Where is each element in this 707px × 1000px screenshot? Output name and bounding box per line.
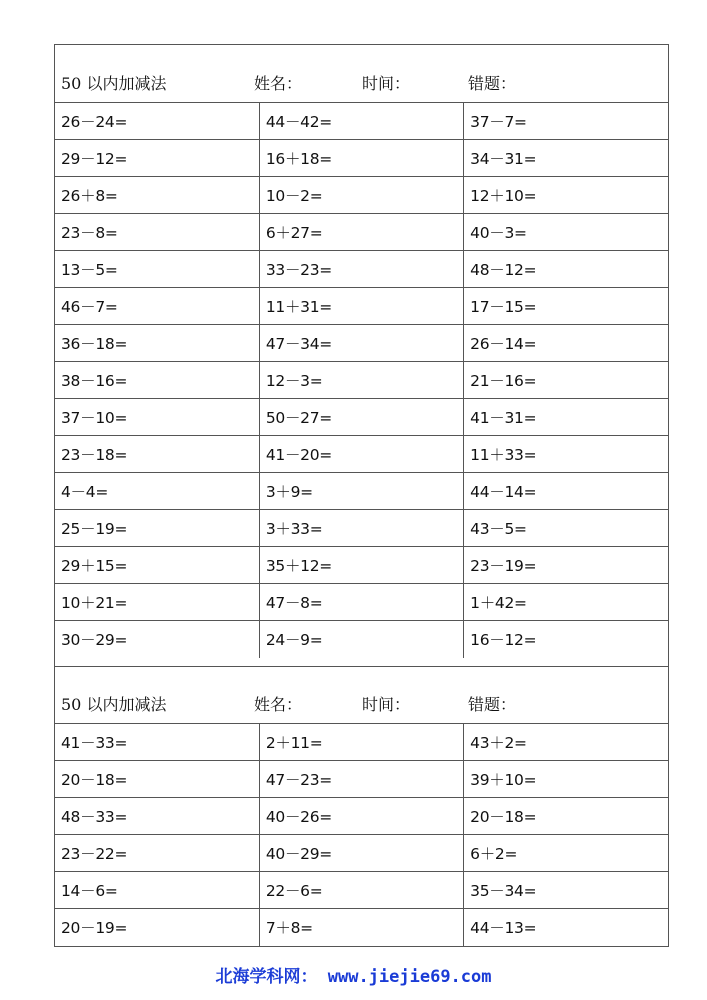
problem-cell: 21－16= (464, 362, 668, 399)
worksheet (54, 44, 669, 947)
time-label: 时间： (362, 695, 411, 714)
problem-cell: 4－4= (55, 473, 259, 510)
problem-cell: 16＋18= (259, 140, 463, 177)
problem-cell: 22－6= (259, 872, 463, 909)
problem-cell: 35＋12= (259, 547, 463, 584)
problem-grid-2 (55, 723, 668, 946)
problem-cell: 14－6= (55, 872, 259, 909)
problem-cell: 20－18= (55, 761, 259, 798)
problem-cell: 6＋2= (464, 835, 668, 872)
problem-cell: 11＋33= (464, 436, 668, 473)
problem-cell: 41－20= (259, 436, 463, 473)
problem-cell: 23－18= (55, 436, 259, 473)
table-row (55, 288, 668, 325)
table-row (55, 325, 668, 362)
problem-cell: 10－2= (259, 177, 463, 214)
errors-label: 错题： (468, 695, 517, 714)
table-row (55, 436, 668, 473)
table-row (55, 362, 668, 399)
table-row (55, 510, 668, 547)
problem-cell: 40－29= (259, 835, 463, 872)
table-row (55, 251, 668, 288)
problem-cell: 37－7= (464, 103, 668, 140)
problem-grid-1 (55, 102, 668, 658)
problem-cell: 13－5= (55, 251, 259, 288)
table-row (55, 798, 668, 835)
problem-cell: 48－12= (464, 251, 668, 288)
problem-cell: 47－23= (259, 761, 463, 798)
problem-cell: 40－3= (464, 214, 668, 251)
table-row (55, 621, 668, 658)
problem-cell: 44－42= (259, 103, 463, 140)
problem-cell: 17－15= (464, 288, 668, 325)
table-row (55, 547, 668, 584)
problem-cell: 33－23= (259, 251, 463, 288)
problem-cell: 24－9= (259, 621, 463, 658)
problem-cell: 39＋10= (464, 761, 668, 798)
problem-cell: 16－12= (464, 621, 668, 658)
worksheet-header-2 (55, 666, 668, 723)
problem-cell: 46－7= (55, 288, 259, 325)
problem-cell: 44－14= (464, 473, 668, 510)
problem-cell: 7＋8= (259, 909, 463, 946)
problem-cell: 35－34= (464, 872, 668, 909)
problem-cell: 29＋15= (55, 547, 259, 584)
problem-cell: 37－10= (55, 399, 259, 436)
errors-label: 错题： (468, 74, 517, 93)
name-label: 姓名： (254, 74, 303, 93)
problem-cell: 23－22= (55, 835, 259, 872)
table-row (55, 214, 668, 251)
problem-cell: 20－19= (55, 909, 259, 946)
table-row (55, 177, 668, 214)
problem-cell: 12－3= (259, 362, 463, 399)
problem-cell: 26－24= (55, 103, 259, 140)
table-row (55, 103, 668, 140)
problem-cell: 11＋31= (259, 288, 463, 325)
problem-cell: 29－12= (55, 140, 259, 177)
problem-cell: 40－26= (259, 798, 463, 835)
problem-cell: 36－18= (55, 325, 259, 362)
problem-cell: 48－33= (55, 798, 259, 835)
problem-cell: 12＋10= (464, 177, 668, 214)
problem-cell: 41－33= (55, 724, 259, 761)
problem-cell: 44－13= (464, 909, 668, 946)
table-row (55, 909, 668, 946)
problem-cell: 38－16= (55, 362, 259, 399)
worksheet-title: 50 以内加减法 (61, 74, 167, 93)
problem-cell: 34－31= (464, 140, 668, 177)
footer-watermark: 北海学科网： www.jiejie69.com (215, 967, 492, 987)
problem-cell: 26－14= (464, 325, 668, 362)
problem-cell: 6＋27= (259, 214, 463, 251)
problem-cell: 25－19= (55, 510, 259, 547)
name-label: 姓名： (254, 695, 303, 714)
problem-cell: 41－31= (464, 399, 668, 436)
problem-cell: 2＋11= (259, 724, 463, 761)
time-label: 时间： (362, 74, 411, 93)
problem-cell: 10＋21= (55, 584, 259, 621)
table-row (55, 761, 668, 798)
problem-cell: 43－5= (464, 510, 668, 547)
problem-cell: 30－29= (55, 621, 259, 658)
problem-cell: 26＋8= (55, 177, 259, 214)
worksheet-header-1 (55, 45, 668, 102)
problem-cell: 3＋33= (259, 510, 463, 547)
problem-cell: 47－34= (259, 325, 463, 362)
table-row (55, 473, 668, 510)
table-row (55, 584, 668, 621)
table-row (55, 872, 668, 909)
problem-cell: 23－19= (464, 547, 668, 584)
table-row (55, 140, 668, 177)
problem-cell: 23－8= (55, 214, 259, 251)
problem-cell: 43＋2= (464, 724, 668, 761)
table-row (55, 835, 668, 872)
problem-cell: 3＋9= (259, 473, 463, 510)
problem-cell: 1＋42= (464, 584, 668, 621)
problem-cell: 50－27= (259, 399, 463, 436)
problem-cell: 47－8= (259, 584, 463, 621)
problem-cell: 20－18= (464, 798, 668, 835)
worksheet-title: 50 以内加减法 (61, 695, 167, 714)
table-row (55, 399, 668, 436)
table-row (55, 724, 668, 761)
